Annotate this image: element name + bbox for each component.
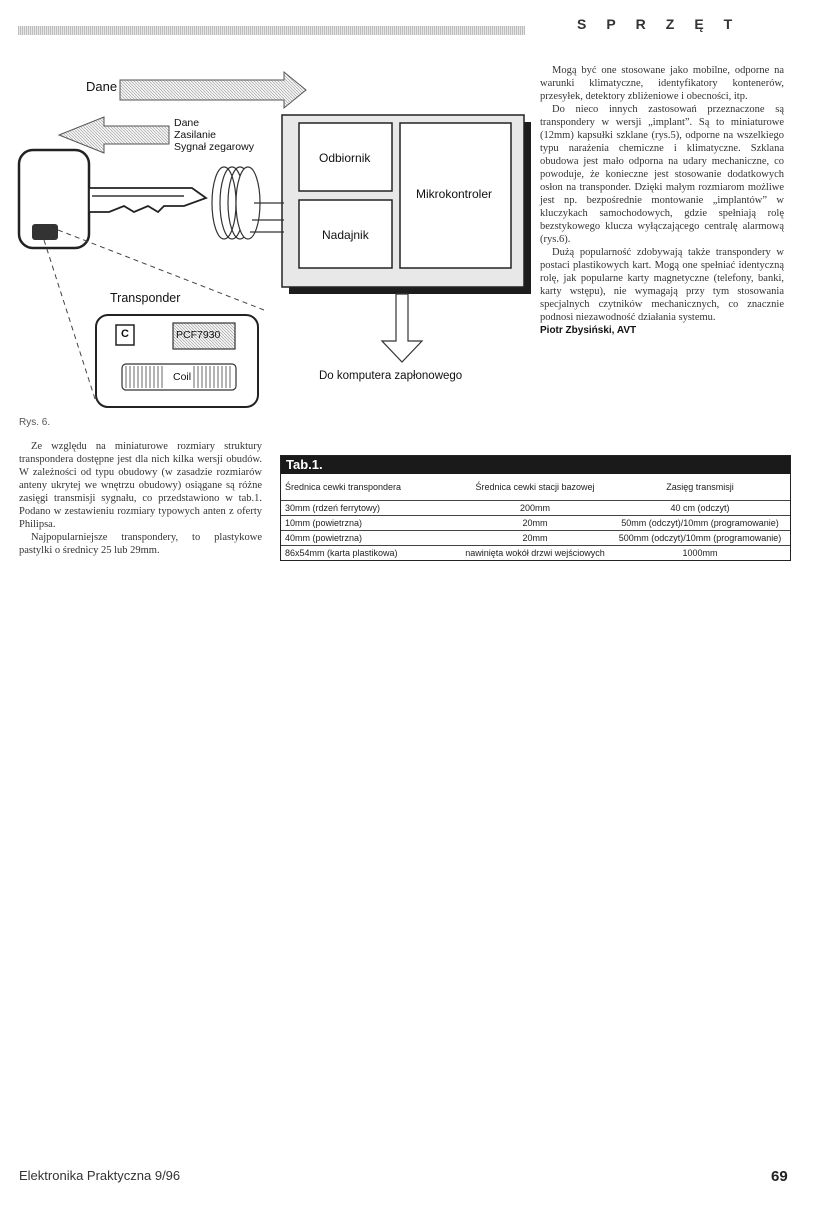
table-row: [281, 545, 790, 560]
table-cell: 30mm (rdzeń ferrytowy): [285, 503, 381, 513]
table-cell: 20mm: [522, 518, 548, 528]
left-paragraph: Najpopularniejsze transpondery, to plastykowe pastylki o średnicy 25 lub 29mm.: [19, 532, 262, 556]
header-decorative-bar: [18, 26, 525, 35]
table-cell: 40mm (powietrzna): [285, 533, 363, 543]
label-mikrokontroler: Mikrokontroler: [416, 187, 493, 201]
label-odbiornik: Odbiornik: [319, 151, 371, 165]
left-column: [19, 440, 262, 557]
table-title: Tab.1.: [281, 456, 790, 474]
label-sygnal-zegarowy: Sygnał zegarowy: [174, 141, 254, 153]
label-dane: Dane: [174, 117, 200, 129]
table-tab1: [280, 455, 791, 561]
key-chip: [32, 224, 58, 240]
table-cell: 200mm: [519, 503, 550, 513]
table-cell: 50mm (odczyt)/10mm (programowanie): [621, 518, 779, 528]
dane-arrow-right: [120, 72, 306, 108]
table-row: [281, 530, 790, 545]
page-number: 69: [771, 1168, 788, 1185]
right-paragraph: Dużą popularność zdobywają także transpondery w postaci plastikowych kart. Mogą one spełniać identyczną rolę, jak popularne karty magnetyczne (telefony, banki, karty wstępu), nie wymagają przy tym stosowania specjalnych czytników mechanicznych, co znacznie podnosi niezawodność działania systemu.: [540, 247, 784, 323]
author-signature: Piotr Zbysiński, AVT: [540, 325, 637, 336]
table-header-cell: Średnica cewki stacji bazowej: [475, 482, 595, 492]
right-paragraph: Mogą być one stosowane jako mobilne, odporne na warunki klimatyczne, identyfikatory kontenerów, przesyłek, detektory zbliżeniowe i obecności, itp.: [540, 65, 784, 102]
figure-caption: Rys. 6.: [19, 417, 51, 428]
table-row: [281, 515, 790, 530]
table-header-cell: Średnica cewki transpondera: [285, 482, 402, 492]
label-transponder: Transponder: [110, 291, 181, 305]
label-pcf7930: PCF7930: [176, 329, 221, 341]
table-cell: 20mm: [522, 533, 548, 543]
figure-rys6: [14, 60, 534, 470]
right-paragraph: Do nieco innych zastosowań przeznaczone są transpondery w wersji „implant”. Są to miniaturowe (12mm) kapsułki szklane (rys.5), odporne na wszelkiego typu narażenia chemiczne i klimatyczne. Szklana obudowa jest mało odporna na udary mechaniczne, co powoduje, że konieczne jest stosowanie dodatkowych osłon na transponder. Dzięki małym rozmiarom możliwe jest np. bezpośrednie montowanie „implantów” w kluczykach samochodowych, gdzie spełniają rolę bezstykowego klucza wyłączającego centralę alarmową (rys.6).: [540, 104, 784, 245]
right-column: [540, 64, 784, 337]
table-header-cell: Zasięg transmisji: [666, 482, 734, 492]
table-cell: 86x54mm (karta plastikowa): [285, 548, 398, 558]
table-cell: 40 cm (odczyt): [670, 503, 730, 513]
table-cell: nawinięta wokół drzwi wejściowych: [465, 548, 605, 558]
figure-drawing: [14, 60, 534, 470]
table-cell: 500mm (odczyt)/10mm (programowanie): [618, 533, 782, 543]
left-paragraph: Ze względu na miniaturowe rozmiary struktury transpondera dostępne jest dla nich kilka wersji obudów. W zależności od typu obudowy (w zasadzie rozmiarów anteny ukrytej we wnętrzu obudowy) osiągane są różne zasięgi transmisji sygnału, co przedstawiono w tab.1. Podano w zestawieniu rozmiary typowych anten z oferty Philipsa.: [19, 441, 262, 530]
table-cell: 10mm (powietrzna): [285, 518, 363, 528]
label-coil: Coil: [173, 371, 192, 383]
label-dane-top: Dane: [86, 79, 118, 94]
label-chip-c: C: [121, 328, 129, 340]
key-blade: [89, 188, 206, 212]
table-header-row: [281, 474, 790, 500]
label-nadajnik: Nadajnik: [322, 228, 369, 242]
section-title: SPRZĘT: [577, 16, 753, 32]
label-zasilanie: Zasilanie: [174, 129, 217, 141]
down-arrow: [382, 294, 422, 362]
table-row: [281, 500, 790, 515]
label-do-komputera: Do komputera zapłonowego: [319, 370, 463, 382]
table-cell: 1000mm: [682, 548, 718, 558]
dane-arrow-left: [59, 117, 169, 153]
footer-publication: Elektronika Praktyczna 9/96: [19, 1168, 181, 1183]
